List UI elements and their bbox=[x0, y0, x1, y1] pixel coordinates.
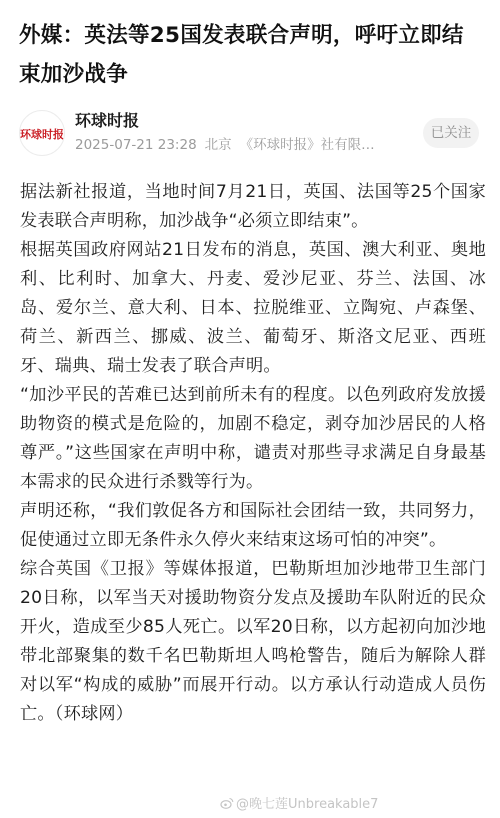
paragraph: 根据英国政府网站21日发布的消息，英国、澳大利亚、奥地利、比利时、加拿大、丹麦、爱沙尼亚、芬兰、法国、冰岛、爱尔兰、意大利、日本、拉脱维亚、立陶宛、卢森堡、荷兰、新西兰、挪威、波兰、葡萄牙、斯洛文尼亚、西班牙、瑞典、瑞士发表了联合声明。 bbox=[20, 240, 486, 376]
source-bar bbox=[19, 110, 485, 156]
follow-button[interactable]: 已关注 bbox=[423, 118, 479, 148]
source-logo[interactable] bbox=[19, 110, 65, 156]
source-name[interactable]: 环球时报 bbox=[75, 111, 140, 130]
paragraph: 声明还称，“我们敦促各方和国际社会团结一致，共同努力，促使通过立即无条件永久停火来结束这场可怕的冲突”。 bbox=[20, 501, 486, 550]
watermark-text: @晚七莲Unbreakable7 bbox=[236, 797, 379, 812]
logo-text: 环球时报 bbox=[20, 128, 64, 141]
source-meta bbox=[75, 136, 405, 154]
paragraph: “加沙平民的苦难已达到前所未有的程度。以色列政府发放援助物资的模式是危险的，加剧不稳定，剥夺加沙居民的人格尊严。”这些国家在声明中称，谴责对那些寻求满足自身最基本需求的民众进行杀戮等行为。 bbox=[20, 385, 486, 492]
article-title: 外媒：英法等25国发表联合声明，呼吁立即结束加沙战争 bbox=[19, 23, 464, 87]
watermark bbox=[220, 796, 378, 814]
source-organization: 《环球时报》社有限… bbox=[239, 137, 375, 153]
weibo-icon bbox=[220, 796, 234, 810]
article-body bbox=[20, 178, 486, 729]
paragraph: 据法新社报道，当地时间7月21日，英国、法国等25个国家发表联合声明称，加沙战争“必须立即结束”。 bbox=[20, 182, 486, 231]
publish-location: 北京 bbox=[204, 137, 232, 153]
publish-datetime: 2025-07-21 23:28 bbox=[75, 137, 197, 153]
paragraph: 综合英国《卫报》等媒体报道，巴勒斯坦加沙地带卫生部门20日称，以军当天对援助物资分发点及援助车队附近的民众开火，造成至少85人死亡。以军20日称，以方起初向加沙地带北部聚集的数千名巴勒斯坦人鸣枪警告，随后为解除人群对以军“构成的威胁”而展开行动。以方承认行动造成人员伤亡。（环球网） bbox=[20, 559, 486, 724]
huanqiu-logo-icon bbox=[20, 111, 64, 155]
